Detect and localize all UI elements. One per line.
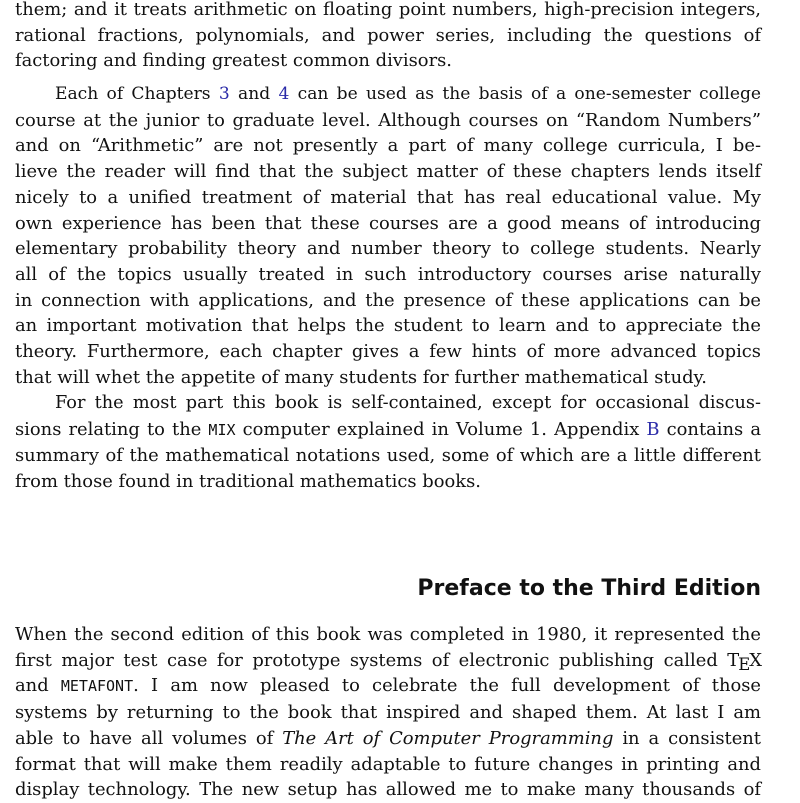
tex-logo-x: X (749, 649, 761, 671)
text-line (15, 726, 761, 752)
text-line: systems by returning to the book that inspired and shaped them. At last I am (15, 702, 761, 724)
text-line: summary of the mathematical notations used, some of which are a little different (15, 445, 761, 467)
text-line: all of the topics usually treated in such introductory courses arise naturally (15, 263, 761, 285)
text-fragment: and (229, 84, 279, 104)
paragraph-4 (15, 622, 761, 803)
text-line: own experience has been that these courses are a good means of introducing (15, 212, 761, 234)
text-line: lieve the reader will find that the subject matter of these chapters lends itself (15, 161, 761, 183)
text-line: an important motivation that helps the student to learn and to appreciate the (15, 315, 761, 337)
text-fragment: in a consistent (613, 727, 761, 749)
paragraph-3 (15, 391, 761, 495)
text-line: nicely to a unified treatment of material that has real educational value. My (15, 186, 761, 208)
metafont-logo: METAFONT (60, 677, 134, 696)
appendix-b-link[interactable]: B (646, 418, 660, 440)
text-line: rational fractions, polynomials, and power series, including the questions of (15, 24, 761, 46)
paragraph-2 (15, 82, 761, 390)
text-fragment: able to have all volumes of (15, 727, 283, 749)
text-fragment: first major test case for prototype systems of electronic publishing called (15, 649, 728, 671)
text-line: factoring and finding greatest common divisors. (15, 50, 452, 72)
text-line: theory. Furthermore, each chapter gives a few hints of more advanced topics (15, 341, 761, 363)
text-line: them; and it treats arithmetic on floating point numbers, high-precision integers, (15, 0, 761, 20)
text-line: For the most part this book is self-contained, except for occasional discus- (55, 393, 761, 413)
text-line: course at the junior to graduate level. Although courses on “Random Numbers” (15, 109, 761, 131)
text-fragment: Each of Chapters (55, 84, 219, 104)
text-line (15, 648, 761, 674)
text-line (15, 417, 761, 444)
tex-logo-e: E (738, 654, 750, 674)
text-line: that will whet the appetite of many students for further mathematical study. (15, 366, 707, 388)
text-fragment: and (15, 675, 61, 697)
mix-computer-name: MIX (208, 420, 236, 439)
text-line: from those found in traditional mathematics books. (15, 471, 481, 493)
text-line: and on “Arithmetic” are not presently a part of many college curricula, I be- (15, 135, 761, 157)
text-line: format that will make them readily adaptable to future changes in printing and (15, 753, 761, 775)
chapter-4-link[interactable]: 4 (278, 84, 290, 104)
paragraph-1 (15, 0, 761, 74)
text-line: display technology. The new setup has allowed me to make many thousands of (15, 779, 761, 801)
book-title: The Art of Computer Programming (282, 727, 614, 749)
text-fragment: contains a (659, 418, 761, 440)
text-fragment: computer explained in Volume 1. Appendix (235, 418, 647, 440)
text-line (15, 673, 761, 700)
text-line: elementary probability theory and number theory to college students. Nearly (15, 238, 761, 260)
text-line: in connection with applications, and the presence of these applications can be (15, 289, 761, 311)
text-fragment: can be used as the basis of a one-semester college (289, 84, 761, 104)
text-line (15, 82, 761, 108)
tex-logo-t: T (727, 649, 739, 671)
chapter-3-link[interactable]: 3 (218, 84, 230, 104)
text-line: When the second edition of this book was completed in 1980, it represented the (15, 624, 761, 645)
text-fragment: sions relating to the (15, 418, 209, 440)
text-fragment: . I am now pleased to celebrate the full development of those (133, 675, 762, 697)
section-heading: Preface to the Third Edition (417, 576, 761, 601)
tex-logo (727, 649, 761, 674)
